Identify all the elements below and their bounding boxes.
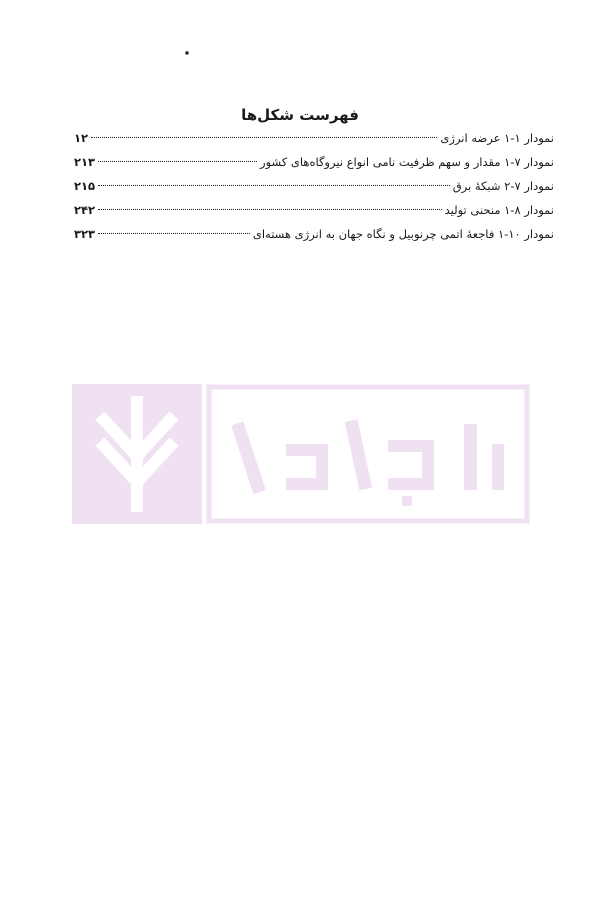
- toc-entry-page: ۲۱۵: [74, 179, 96, 193]
- page-number-mark: ٠: [181, 42, 193, 63]
- toc-entry-page: ۲۱۳: [74, 155, 96, 169]
- toc-entry-page: ۳۲۳: [74, 227, 96, 241]
- toc-entry-label: نمودار ۱-۱ عرضه انرژی: [440, 131, 554, 145]
- watermark-logo-graphic: [72, 384, 530, 524]
- toc-entry-page: ۲۴۲: [74, 203, 96, 217]
- toc-entry-page: ۱۲: [74, 131, 89, 145]
- toc-list: [74, 126, 554, 246]
- toc-title: فهرست شکل‌ها: [241, 106, 359, 124]
- toc-entry-label: نمودار ۱۰-۱ فاجعهٔ اتمی چرنوبیل و نگاه جهان به انرژی هسته‌ای: [252, 227, 554, 241]
- toc-entry[interactable]: [74, 198, 554, 222]
- toc-entry-label: نمودار ۸-۱ منحنی تولید: [444, 203, 554, 217]
- dot-leader: [91, 137, 437, 138]
- toc-entry[interactable]: [74, 222, 554, 246]
- watermark-logo: [72, 384, 530, 524]
- toc-entry[interactable]: [74, 150, 554, 174]
- toc-entry-label: نمودار ۷-۲ شبکهٔ برق: [452, 179, 554, 193]
- toc-entry-label: نمودار ۷-۱ مقدار و سهم ظرفیت نامی انواع نیروگاه‌های کشور: [260, 155, 554, 169]
- dot-leader: [98, 161, 257, 162]
- toc-entry[interactable]: [74, 126, 554, 150]
- dot-leader: [98, 185, 450, 186]
- toc-entry[interactable]: [74, 174, 554, 198]
- dot-leader: [98, 233, 250, 234]
- dot-leader: [98, 209, 442, 210]
